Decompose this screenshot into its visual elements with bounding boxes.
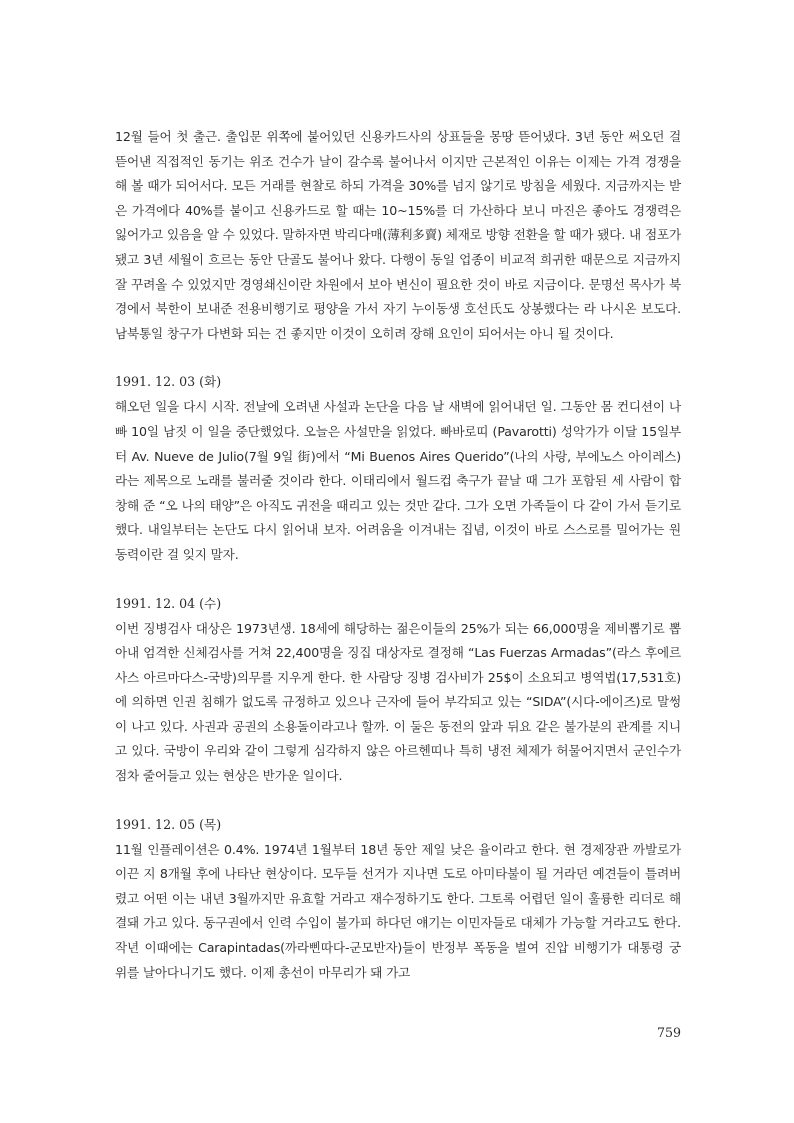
entry-text: 이번 징병검사 대상은 1973년생. 18세에 해당하는 젊은이들의 25%가 되는 66,000명을 제비뽑기로 뽑아내 엄격한 신체검사를 거쳐 22,400명을 징집 대상자로 결정해 “Las Fuerzas Armadas”(라스 후에르사스 아르마다스-국방)의무를 지우게 한다. 한 사람당 징병 검사비가 25$이 소요되고 병역법(17,531호)에 의하면 인권 침해가 없도록 규정하고 있으나 근자에 들어 부각되고 있는 “SIDA”(시다-에이즈)로 말썽이 나고 있다. 사권과 공권의 소용돌이라고나 할까. 이 둘은 동전의 앞과 뒤요 같은 불가분의 관계를 지니고 있다. 국방이 우리와 같이 그렇게 심각하지 않은 아르헨띠나 특히 냉전 체제가 허물어지면서 군인수가 점차 줄어들고 있는 현상은 반가운 일이다. bbox=[115, 620, 681, 784]
page-body bbox=[115, 125, 681, 985]
intro-paragraph: 12월 들어 첫 출근. 출입문 위쪽에 붙어있던 신용카드사의 상표들을 몽땅 뜯어냈다. 3년 동안 써오던 걸 뜯어낸 직접적인 동기는 위조 건수가 날이 갈수록 불어나서 이지만 근본적인 이유는 이제는 가격 경쟁을 해 볼 때가 되어서다. 모든 거래를 현찰로 하되 가격을 30%를 넘지 않기로 방침을 세웠다. 지금까지는 받은 가격에다 40%를 붙이고 신용카드로 할 때는 10~15%를 더 가산하다 보니 마진은 좋아도 경쟁력은 잃어가고 있음을 알 수 있었다. 말하자면 박리다매(薄利多賣) 체재로 방향 전환을 할 때가 됐다. 내 점포가 됐고 3년 세월이 흐르는 동안 단골도 불어나 왔다. 다행이 동일 업종이 비교적 희귀한 때문으로 지금까지 잘 꾸려올 수 있었지만 경영쇄신이란 차원에서 보아 변신이 필요한 것이 바로 지금이다. 문명선 목사가 북경에서 북한이 보내준 전용비행기로 평양을 가서 자기 누이동생 호선氏도 상봉했다는 라 나시온 보도다. 남북통일 창구가 다변화 되는 건 좋지만 이것이 오히려 장해 요인이 되어서는 아니 될 것이다. bbox=[115, 129, 681, 341]
entry-text: 해오던 일을 다시 시작. 전날에 오려낸 사설과 논단을 다음 날 새벽에 읽어내던 일. 그동안 몸 컨디션이 나빠 10일 남짓 이 일을 중단했었다. 오늘은 사설만을 읽었다. 빠바로띠 (Pavarotti) 성악가가 이달 15일부터 Av. Nueve de Julio(7월 9일 街)에서 “Mi Buenos Aires Querido”(나의 사랑, 부에노스 아이레스)라는 제목으로 노래를 불러줄 것이라 한다. 이태리에서 월드컵 축구가 끝날 때 그가 포함된 세 사람이 합창해 준 “오 나의 태양”은 아직도 귀전을 때리고 있는 것만 같다. 그가 오면 가족들이 다 같이 가서 듣기로 했다. 내일부터는 논단도 다시 읽어내 보자. 어려움을 이겨내는 집념, 이것이 바로 스스로를 밀어가는 원동력이란 걸 잊지 말자. bbox=[115, 399, 681, 562]
entry-date: 1991. 12. 04 (수) bbox=[115, 595, 222, 611]
diary-entry-1203 bbox=[115, 372, 681, 567]
diary-entry-1204 bbox=[115, 594, 681, 789]
entry-date: 1991. 12. 05 (목) bbox=[115, 816, 222, 832]
entry-text: 11월 인플레이션은 0.4%. 1974년 1월부터 18년 동안 제일 낮은 율이라고 한다. 현 경제장관 까발로가 이끈 지 8개월 후에 나타난 현상이다. 모두들 선거가 지나면 도로 아미타불이 될 거라던 예견들이 틀려버렸고 어떤 이는 내년 3월까지만 유효할 거라고 재수정하기도 한다. 그토록 어렵던 일이 훌륭한 리더로 해결돼 가고 있다. 동구권에서 인력 수입이 불가피 하다던 얘기는 이민자들로 대체가 가능할 거라고도 한다. 작년 이때에는 Carapintadas(까라삔따다-군모반자)들이 반정부 폭동을 벌여 진압 비행기가 대통령 궁 위를 날아다니기도 했다. 이제 총선이 마무리가 돼 가고 bbox=[115, 841, 681, 980]
page-number: 759 bbox=[656, 1025, 681, 1040]
entry-date: 1991. 12. 03 (화) bbox=[115, 374, 222, 390]
diary-entry-1205 bbox=[115, 815, 681, 986]
